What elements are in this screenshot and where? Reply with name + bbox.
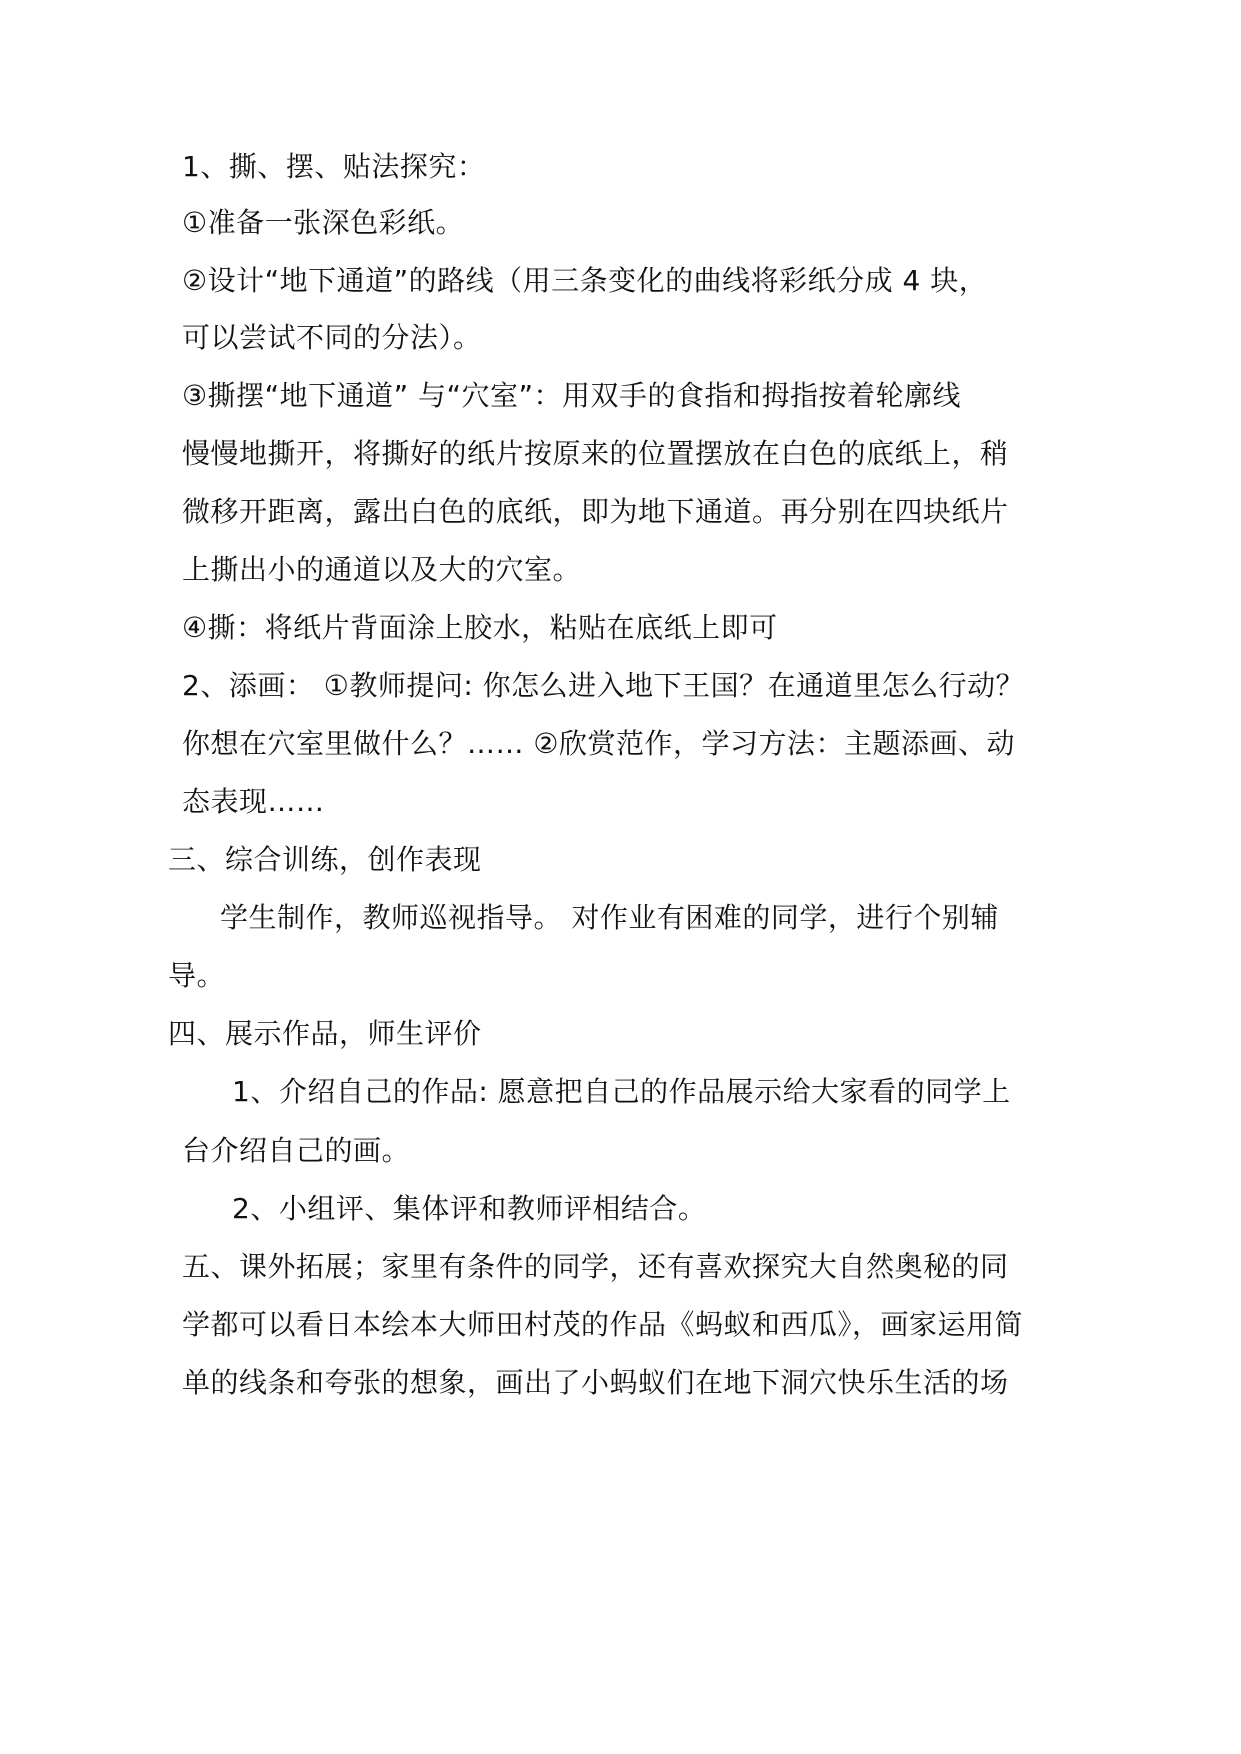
section-heading: 四、展示作品，师生评价 [168, 1017, 482, 1050]
text-line: 2、添画： ①教师提问: 你怎么进入地下王国？在通道里怎么行动？ [182, 669, 1025, 702]
text-line: 2、小组评、集体评和教师评相结合。 [232, 1192, 707, 1225]
text-line: 单的线条和夸张的想象，画出了小蚂蚁们在地下洞穴快乐生活的场 [182, 1366, 1009, 1399]
text-line: ①准备一张深色彩纸。 [182, 206, 465, 239]
section-heading: 三、综合训练，创作表现 [168, 843, 482, 876]
text-line: ③撕摆“地下通道” 与“穴室”：用双手的食指和拇指按着轮廓线 [182, 379, 962, 412]
text-line: ②设计“地下通道”的路线（用三条变化的曲线将彩纸分成 4 块， [182, 264, 988, 297]
text-line: 你想在穴室里做什么？…… ②欣赏范作，学习方法：主题添画、动 [182, 727, 1016, 760]
text-line: ④撕：将纸片背面涂上胶水，粘贴在底纸上即可 [182, 611, 778, 644]
text-line: 态表现…… [182, 785, 325, 818]
text-line: 1、撕、摆、贴法探究： [182, 150, 486, 183]
text-line: 慢慢地撕开，将撕好的纸片按原来的位置摆放在白色的底纸上，稍 [182, 437, 1009, 470]
text-line: 微移开距离，露出白色的底纸，即为地下通道。再分别在四块纸片 [182, 495, 1009, 528]
text-line: 学都可以看日本绘本大师田村茂的作品《蚂蚁和西瓜》，画家运用简 [182, 1308, 1024, 1341]
text-line: 导。 [168, 959, 226, 992]
text-line: 上撕出小的通道以及大的穴室。 [182, 553, 582, 586]
text-line: 1、介绍自己的作品: 愿意把自己的作品展示给大家看的同学上 [232, 1075, 1011, 1108]
section-heading: 五、课外拓展；家里有条件的同学，还有喜欢探究大自然奥秘的同 [182, 1250, 1009, 1283]
text-line: 学生制作，教师巡视指导。 对作业有困难的同学，进行个别辅 [220, 901, 999, 934]
text-line: 可以尝试不同的分法）。 [182, 321, 482, 354]
text-line: 台介绍自己的画。 [182, 1134, 411, 1167]
